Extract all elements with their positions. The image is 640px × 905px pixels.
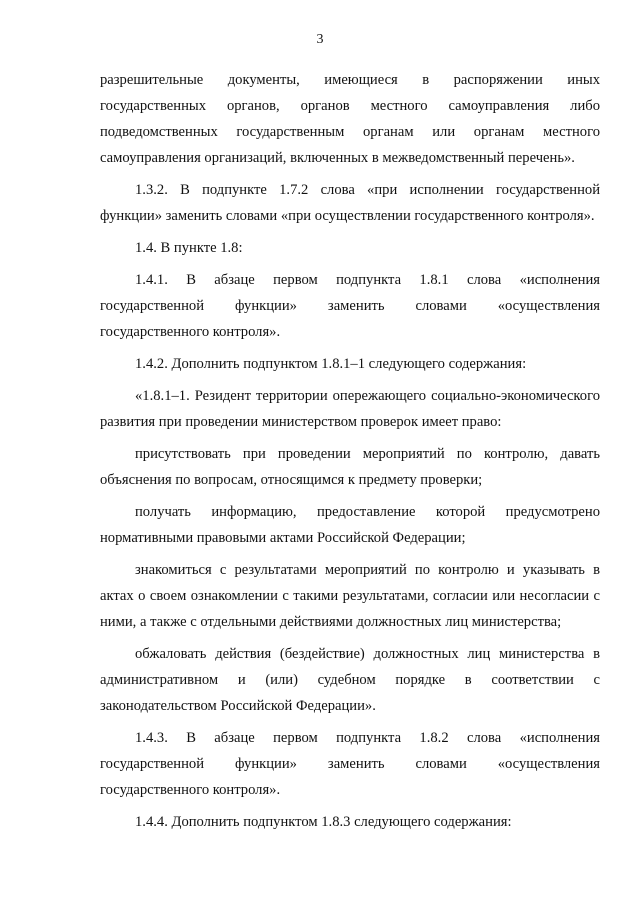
paragraph-1-3-2: 1.3.2. В подпункте 1.7.2 слова «при исполнении государственной функции» заменить словами «при осуществлении государственного контроля». [100, 182, 600, 224]
document-body [100, 67, 600, 841]
paragraph-1-4-3: 1.4.3. В абзаце первом подпункта 1.8.2 слова «исполнения государственной функции» заменить словами «осуществления государственного контроля». [100, 730, 600, 798]
paragraph-1-4-4: 1.4.4. Дополнить подпунктом 1.8.3 следующего содержания: [135, 814, 512, 830]
paragraph-1-4: 1.4. В пункте 1.8: [135, 240, 243, 256]
page-number: 3 [316, 32, 324, 47]
paragraph-right-appeal: обжаловать действия (бездействие) должностных лиц министерства в административном и (или) судебном порядке в соответствии с законодательством Российской Федерации». [100, 646, 600, 714]
paragraph-right-information: получать информацию, предоставление которой предусмотрено нормативными правовыми актами Российской Федерации; [100, 504, 600, 546]
paragraph-right-familiarize: знакомиться с результатами мероприятий по контролю и указывать в актах о своем ознакомлении с такими результатами, согласии или несогласии с ними, а также с отдельными действиями должностных лиц министерства; [100, 562, 600, 630]
paragraph-1-4-2: 1.4.2. Дополнить подпунктом 1.8.1–1 следующего содержания: [135, 356, 527, 372]
paragraph-1-8-1-1: «1.8.1–1. Резидент территории опережающего социально-экономического развития при проведении министерством проверок имеет право: [100, 388, 600, 430]
paragraph-right-attend: присутствовать при проведении мероприятий по контролю, давать объяснения по вопросам, относящимся к предмету проверки; [100, 446, 600, 488]
paragraph-1-4-1: 1.4.1. В абзаце первом подпункта 1.8.1 слова «исполнения государственной функции» заменить словами «осуществления государственного контроля». [100, 272, 600, 340]
paragraph-continuation: разрешительные документы, имеющиеся в распоряжении иных государственных органов, органов местного самоуправления либо подведомственных государственным органам или органам местного самоуправления организаций, включенных в межведомственный перечень». [100, 72, 600, 166]
